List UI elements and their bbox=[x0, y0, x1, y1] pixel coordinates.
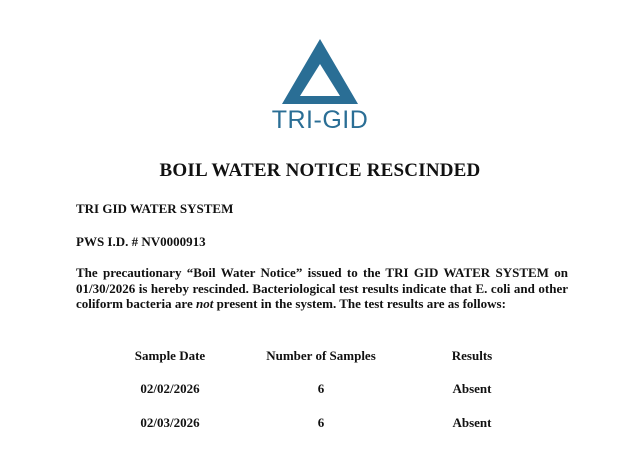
paragraph-text-part1: The precautionary “Boil Water Notice” issued to the TRI GID WATER SYSTEM on 01/30/2026 is hereby rescinded. Bacteriological test results indicate that E. coli and other coliform bacteria are bbox=[76, 265, 568, 311]
water-system-name: TRI GID WATER SYSTEM bbox=[76, 201, 234, 216]
logo-text: TRI-GID bbox=[271, 106, 369, 134]
notice-paragraph bbox=[76, 265, 568, 312]
table-header-sample-date: Sample Date bbox=[134, 348, 206, 363]
table-header-number-of-samples: Number of Samples bbox=[266, 348, 376, 363]
table-cell-date: 02/03/2026 bbox=[140, 415, 200, 430]
paragraph-emphasis: not bbox=[195, 296, 214, 311]
table-cell-date: 02/02/2026 bbox=[140, 381, 200, 396]
tri-gid-logo bbox=[264, 36, 376, 136]
table-cell-count: 6 bbox=[317, 415, 325, 430]
table-cell-count: 6 bbox=[317, 381, 325, 396]
pws-id: PWS I.D. # NV0000913 bbox=[76, 234, 206, 249]
notice-title: BOIL WATER NOTICE RESCINDED bbox=[159, 160, 481, 181]
table-cell-result: Absent bbox=[452, 381, 492, 396]
triangle-icon bbox=[280, 36, 360, 106]
table-cell-result: Absent bbox=[452, 415, 492, 430]
table-header-results: Results bbox=[451, 348, 493, 363]
paragraph-text-part2: present in the system. The test results are as follows: bbox=[213, 296, 506, 311]
